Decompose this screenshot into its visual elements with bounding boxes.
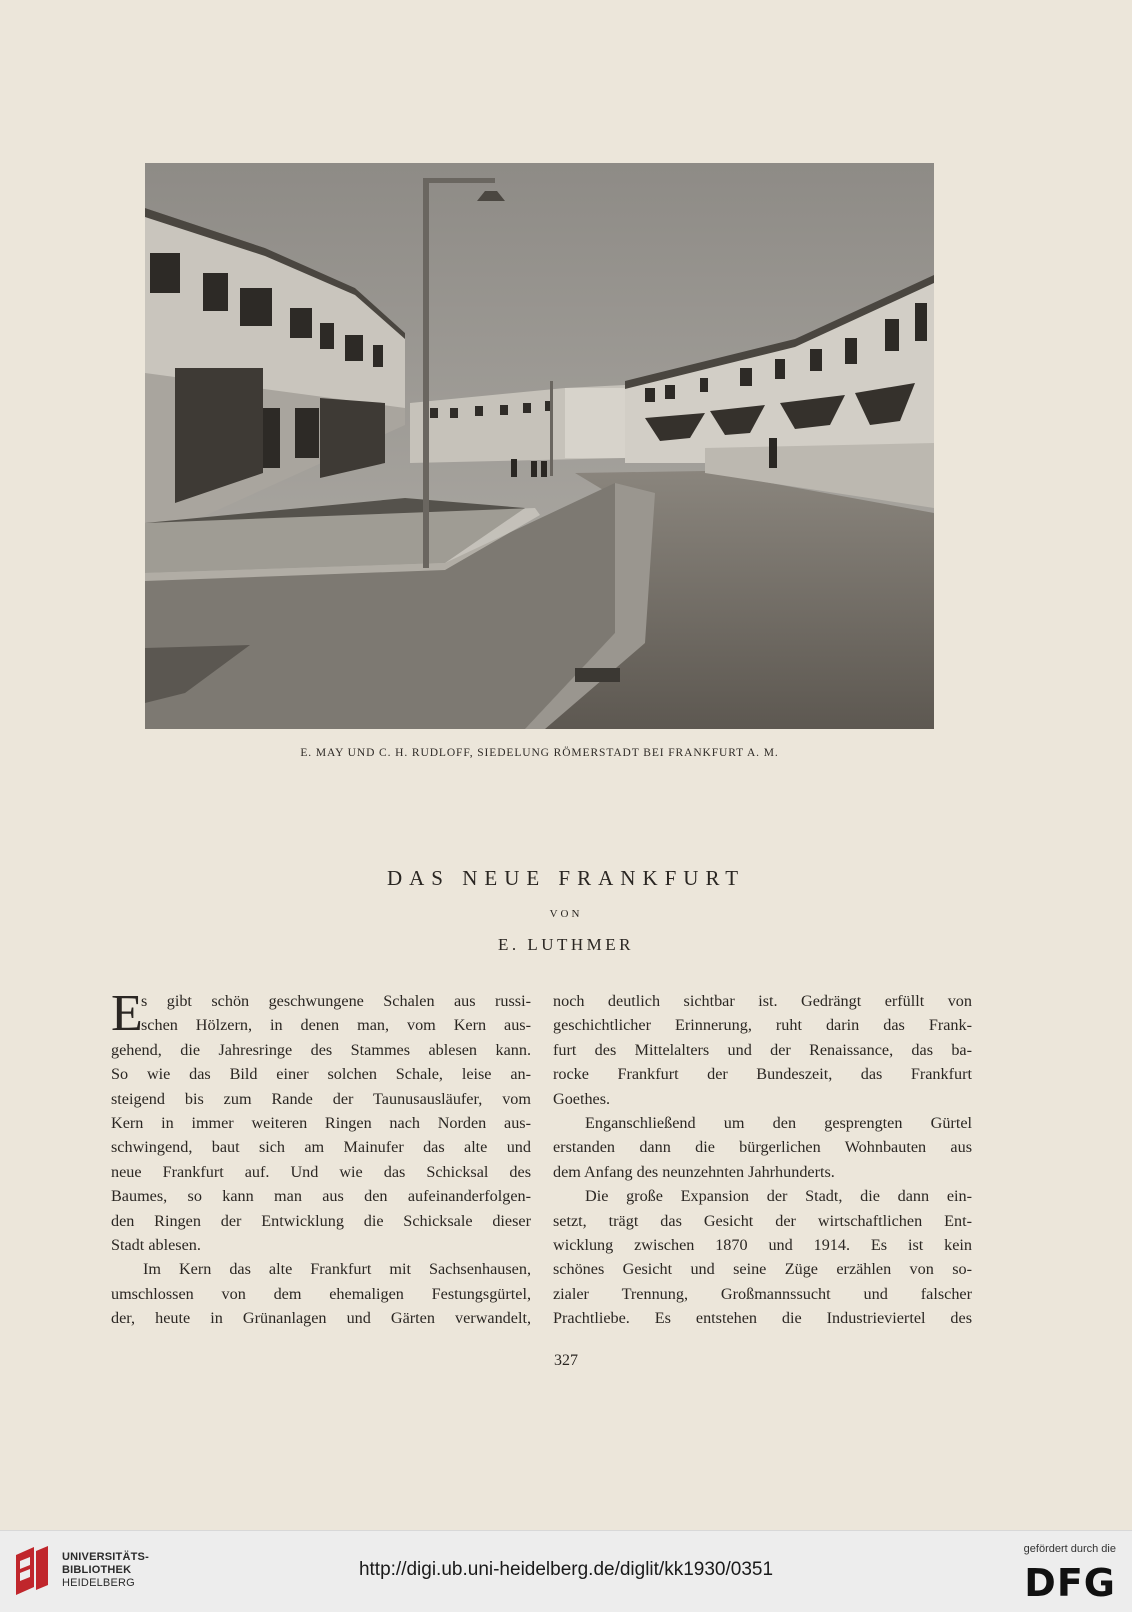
text-line: umschlossen von dem ehemaligen Festungsgürtel, [111, 1284, 531, 1303]
text-line: So wie das Bild einer solchen Schale, leise an- [111, 1065, 531, 1084]
text-line: schönes Gesicht und seine Züge erzählen von so- [553, 1260, 972, 1279]
text-line: neue Frankfurt auf. Und wie das Schicksal des [111, 1162, 531, 1181]
byline-von: VON [549, 908, 583, 920]
text-line: Die große Expansion der Stadt, die dann ein- [585, 1187, 972, 1206]
text-line: Goethes. [553, 1089, 611, 1108]
text-line: Kern in immer weiteren Ringen nach Norden aus- [111, 1113, 531, 1132]
text-line: schwingend, baut sich am Mainufer das alte und [111, 1138, 531, 1157]
text-line: Stadt ablesen. [111, 1235, 201, 1254]
text-line: steigend bis zum Rande der Taunusausläufer, vom [111, 1089, 531, 1108]
text-line: furt des Mittelalters und der Renaissance, das ba- [553, 1040, 972, 1059]
text-line: Enganschließend um den gesprengten Gürtel [585, 1113, 972, 1132]
right-text-column [553, 989, 972, 1330]
text-line: erstanden dann die bürgerlichen Wohnbauten aus [553, 1138, 972, 1157]
text-line: rocke Frankfurt der Bundeszeit, das Frankfurt [553, 1065, 972, 1084]
text-line: s gibt schön geschwungene Schalen aus russi- [141, 992, 531, 1010]
text-line: Baumes, so kann man aus den aufeinanderfolgen- [111, 1187, 531, 1206]
settlement-photograph [145, 163, 934, 729]
dfg-logo: DFG [1024, 1561, 1116, 1605]
text-line: Prachtliebe. Es entstehen die Industrieviertel des [553, 1309, 972, 1328]
text-line: schen Hölzern, in denen man, vom Kern aus- [141, 1016, 531, 1035]
text-line: gehend, die Jahresringe des Stammes ablesen kann. [111, 1040, 531, 1059]
text-line: dem Anfang des neunzehnten Jahrhunderts. [553, 1162, 835, 1181]
source-url-link[interactable]: http://digi.ub.uni-heidelberg.de/diglit/kk1930/0351 [358, 1559, 774, 1580]
page-number: 327 [554, 1352, 578, 1369]
left-text-column [111, 985, 531, 1330]
text-line: Im Kern das alte Frankfurt mit Sachsenhausen, [143, 1260, 531, 1279]
text-line: noch deutlich sichtbar ist. Gedrängt erfüllt von [553, 992, 972, 1010]
library-line: HEIDELBERG [62, 1577, 135, 1589]
text-line: den Ringen der Entwicklung die Schicksale dieser [111, 1211, 531, 1230]
article-author: E. LUTHMER [497, 935, 635, 954]
photo-caption: E. MAY UND C. H. RUDLOFF, SIEDELUNG RÖMERSTADT BEI FRANKFURT A. M. [300, 747, 779, 759]
text-line: zialer Trennung, Großmannssucht und falscher [553, 1284, 972, 1303]
library-line: UNIVERSITÄTS- [62, 1551, 149, 1563]
text-line: wicklung zwischen 1870 und 1914. Es ist kein [553, 1235, 972, 1254]
text-line: setzt, trägt das Gesicht der wirtschaftlichen Ent- [553, 1211, 972, 1230]
funding-label: gefördert durch die [1023, 1543, 1116, 1555]
viewer-footer [0, 1530, 1132, 1612]
text-line: der, heute in Grünanlagen und Gärten verwandelt, [111, 1309, 531, 1328]
article-title: DAS NEUE FRANKFURT [386, 866, 746, 890]
drop-cap: E [111, 985, 143, 1042]
text-line: geschichtlicher Erinnerung, ruht darin das Frank- [553, 1016, 972, 1035]
library-line: BIBLIOTHEK [62, 1564, 132, 1576]
